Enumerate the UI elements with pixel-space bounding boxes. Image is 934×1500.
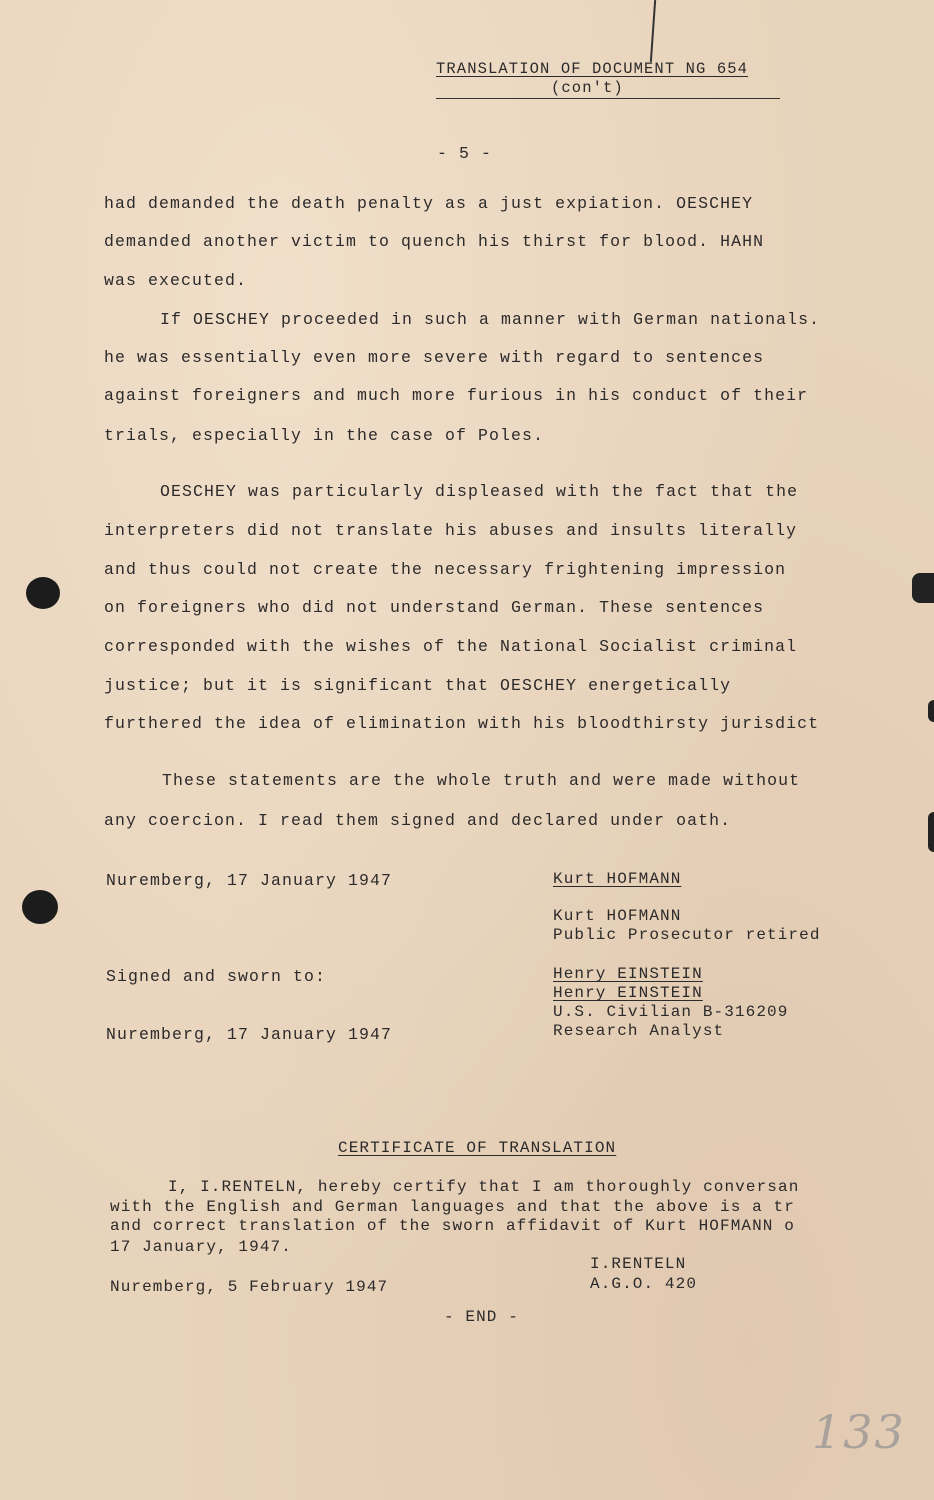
place-date-1: Nuremberg, 17 January 1947 xyxy=(106,871,393,890)
place-date-2: Nuremberg, 17 January 1947 xyxy=(106,1025,393,1044)
edge-mark-3 xyxy=(928,812,934,852)
translator-id: A.G.O. 420 xyxy=(590,1275,698,1293)
body-line-7: trials, especially in the case of Poles. xyxy=(104,426,545,445)
certificate-line-2: with the English and German languages and that the above is a tr xyxy=(110,1198,795,1216)
witness-id: U.S. Civilian B-316209 xyxy=(553,1003,789,1021)
body-line-1: had demanded the death penalty as a just expiation. OESCHEY xyxy=(104,194,754,213)
certificate-line-4: 17 January, 1947. xyxy=(110,1238,292,1256)
signer-signature: Kurt HOFMANN xyxy=(553,870,682,888)
body-line-13: justice; but it is significant that OESCHEY energetically xyxy=(104,676,732,695)
body-line-6: against foreigners and much more furious in his conduct of their xyxy=(104,386,809,405)
body-line-3: was executed. xyxy=(104,271,248,290)
body-line-16: any coercion. I read them signed and declared under oath. xyxy=(104,811,732,830)
edge-mark-2 xyxy=(928,700,934,722)
punch-hole-top xyxy=(26,577,60,609)
certificate-place-date: Nuremberg, 5 February 1947 xyxy=(110,1278,389,1296)
document-header-title: TRANSLATION OF DOCUMENT NG 654 xyxy=(436,60,749,78)
certificate-heading: CERTIFICATE OF TRANSLATION xyxy=(338,1139,617,1157)
translator-name: I.RENTELN xyxy=(590,1255,687,1273)
pen-stroke xyxy=(650,0,656,62)
punch-hole-bottom xyxy=(22,890,58,924)
body-line-15: These statements are the whole truth and were made without xyxy=(162,771,801,790)
body-line-14: furthered the idea of elimination with his bloodthirsty jurisdict xyxy=(104,714,820,733)
document-header-continued: (con't) xyxy=(551,79,624,97)
header-rule xyxy=(436,98,780,99)
body-line-9: interpreters did not translate his abuses and insults literally xyxy=(104,521,798,540)
end-mark: - END - xyxy=(444,1308,519,1326)
witness-title: Research Analyst xyxy=(553,1022,725,1040)
signer-title: Public Prosecutor retired xyxy=(553,926,821,944)
certificate-line-3: and correct translation of the sworn affidavit of Kurt HOFMANN o xyxy=(110,1217,795,1235)
signer-name: Kurt HOFMANN xyxy=(553,907,682,925)
witness-signature: Henry EINSTEIN xyxy=(553,965,703,983)
witness-name: Henry EINSTEIN xyxy=(553,984,703,1002)
edge-mark-1 xyxy=(912,573,934,603)
body-line-11: on foreigners who did not understand German. These sentences xyxy=(104,598,765,617)
page-number: - 5 - xyxy=(437,144,493,163)
sworn-label: Signed and sworn to: xyxy=(106,967,327,986)
body-line-10: and thus could not create the necessary frightening impression xyxy=(104,560,787,579)
body-line-12: corresponded with the wishes of the National Socialist criminal xyxy=(104,637,798,656)
pencil-page-number: 133 xyxy=(812,1405,906,1459)
certificate-line-1: I, I.RENTELN, hereby certify that I am thoroughly conversan xyxy=(168,1178,800,1196)
body-line-8: OESCHEY was particularly displeased with the fact that the xyxy=(160,482,799,501)
body-line-5: he was essentially even more severe with regard to sentences xyxy=(104,348,765,367)
body-line-2: demanded another victim to quench his thirst for blood. HAHN xyxy=(104,232,765,251)
body-line-4: If OESCHEY proceeded in such a manner with German nationals. xyxy=(160,310,821,329)
